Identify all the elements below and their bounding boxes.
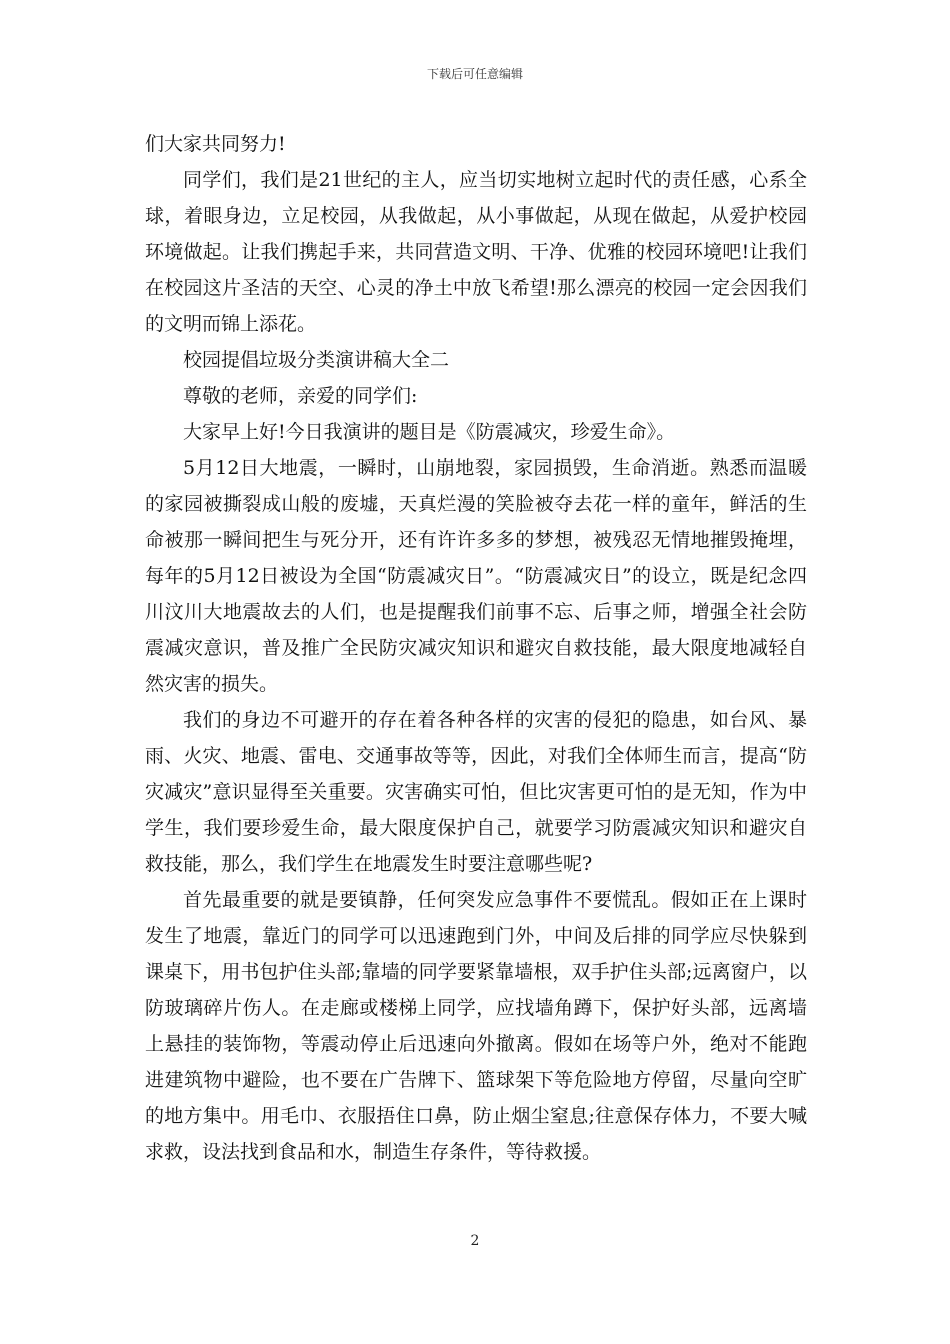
greeting: 大家早上好!今日我演讲的题目是《防震减灾，珍爱生命》。 bbox=[183, 421, 676, 443]
paragraph-continuation: 们大家共同努力! bbox=[145, 133, 286, 155]
paragraph-hazards: 我们的身边不可避开的存在着各种各样的灾害的侵犯的隐患，如台风、暴雨、火灾、地震、雷电、交通事故等等，因此，对我们全体师生而言，提高“防灾减灾”意识显得至关重要。灾害确实可怕，但比灾害更可怕的是无知，作为中学生，我们要珍爱生命，最大限度保护自己，就要学习防震减灾知识和避灾自救技能，那么，我们学生在地震发生时要注意哪些呢? bbox=[145, 709, 807, 875]
paragraph-safety-tips: 首先最重要的就是要镇静，任何突发应急事件不要慌乱。假如正在上课时发生了地震，靠近门的同学可以迅速跑到门外，中间及后排的同学应尽快躲到课桌下，用书包护住头部;靠墙的同学要紧靠墙根，双手护住头部;远离窗户，以防玻璃碎片伤人。在走廊或楼梯上同学，应找墙角蹲下，保护好头部，远离墙上悬挂的装饰物，等震动停止后迅速向外撤离。假如在场等户外，绝对不能跑进建筑物中避险，也不要在广告牌下、篮球架下等危险地方停留，尽量向空旷的地方集中。用毛巾、衣服捂住口鼻，防止烟尘窒息;往意保存体力，不要大喊求救，设法找到食品和水，制造生存条件，等待救援。 bbox=[145, 889, 807, 1163]
paragraph-call-to-action: 同学们，我们是21世纪的主人，应当切实地树立起时代的责任感，心系全球，着眼身边，立足校园，从我做起，从小事做起，从现在做起，从爱护校园环境做起。让我们携起手来，共同营造文明、干净、优雅的校园环境吧!让我们在校园这片圣洁的天空、心灵的净土中放飞希望!那么漂亮的校园一定会因我们的文明而锦上添花。 bbox=[145, 169, 807, 335]
document-body bbox=[145, 126, 807, 1170]
page-number: 2 bbox=[470, 1233, 480, 1249]
paragraph-earthquake: 5月12日大地震，一瞬时，山崩地裂，家园损毁，生命消逝。熟悉而温暖的家园被撕裂成山般的废墟，天真烂漫的笑脸被夺去花一样的童年，鲜活的生命被那一瞬间把生与死分开，还有许许多多的梦想，被残忍无情地摧毁掩埋，每年的5月12日被设为全国“防震减灾日”。“防震减灾日”的设立，既是纪念四川汶川大地震故去的人们，也是提醒我们前事不忘、后事之师，增强全社会防震减灾意识，普及推广全民防灾减灾知识和避灾自救技能，最大限度地减轻自然灾害的损失。 bbox=[145, 457, 807, 695]
section-title: 校园提倡垃圾分类演讲稿大全二 bbox=[183, 349, 450, 371]
salutation: 尊敬的老师，亲爱的同学们: bbox=[183, 385, 418, 407]
page-header: 下载后可任意编辑 bbox=[426, 67, 523, 81]
